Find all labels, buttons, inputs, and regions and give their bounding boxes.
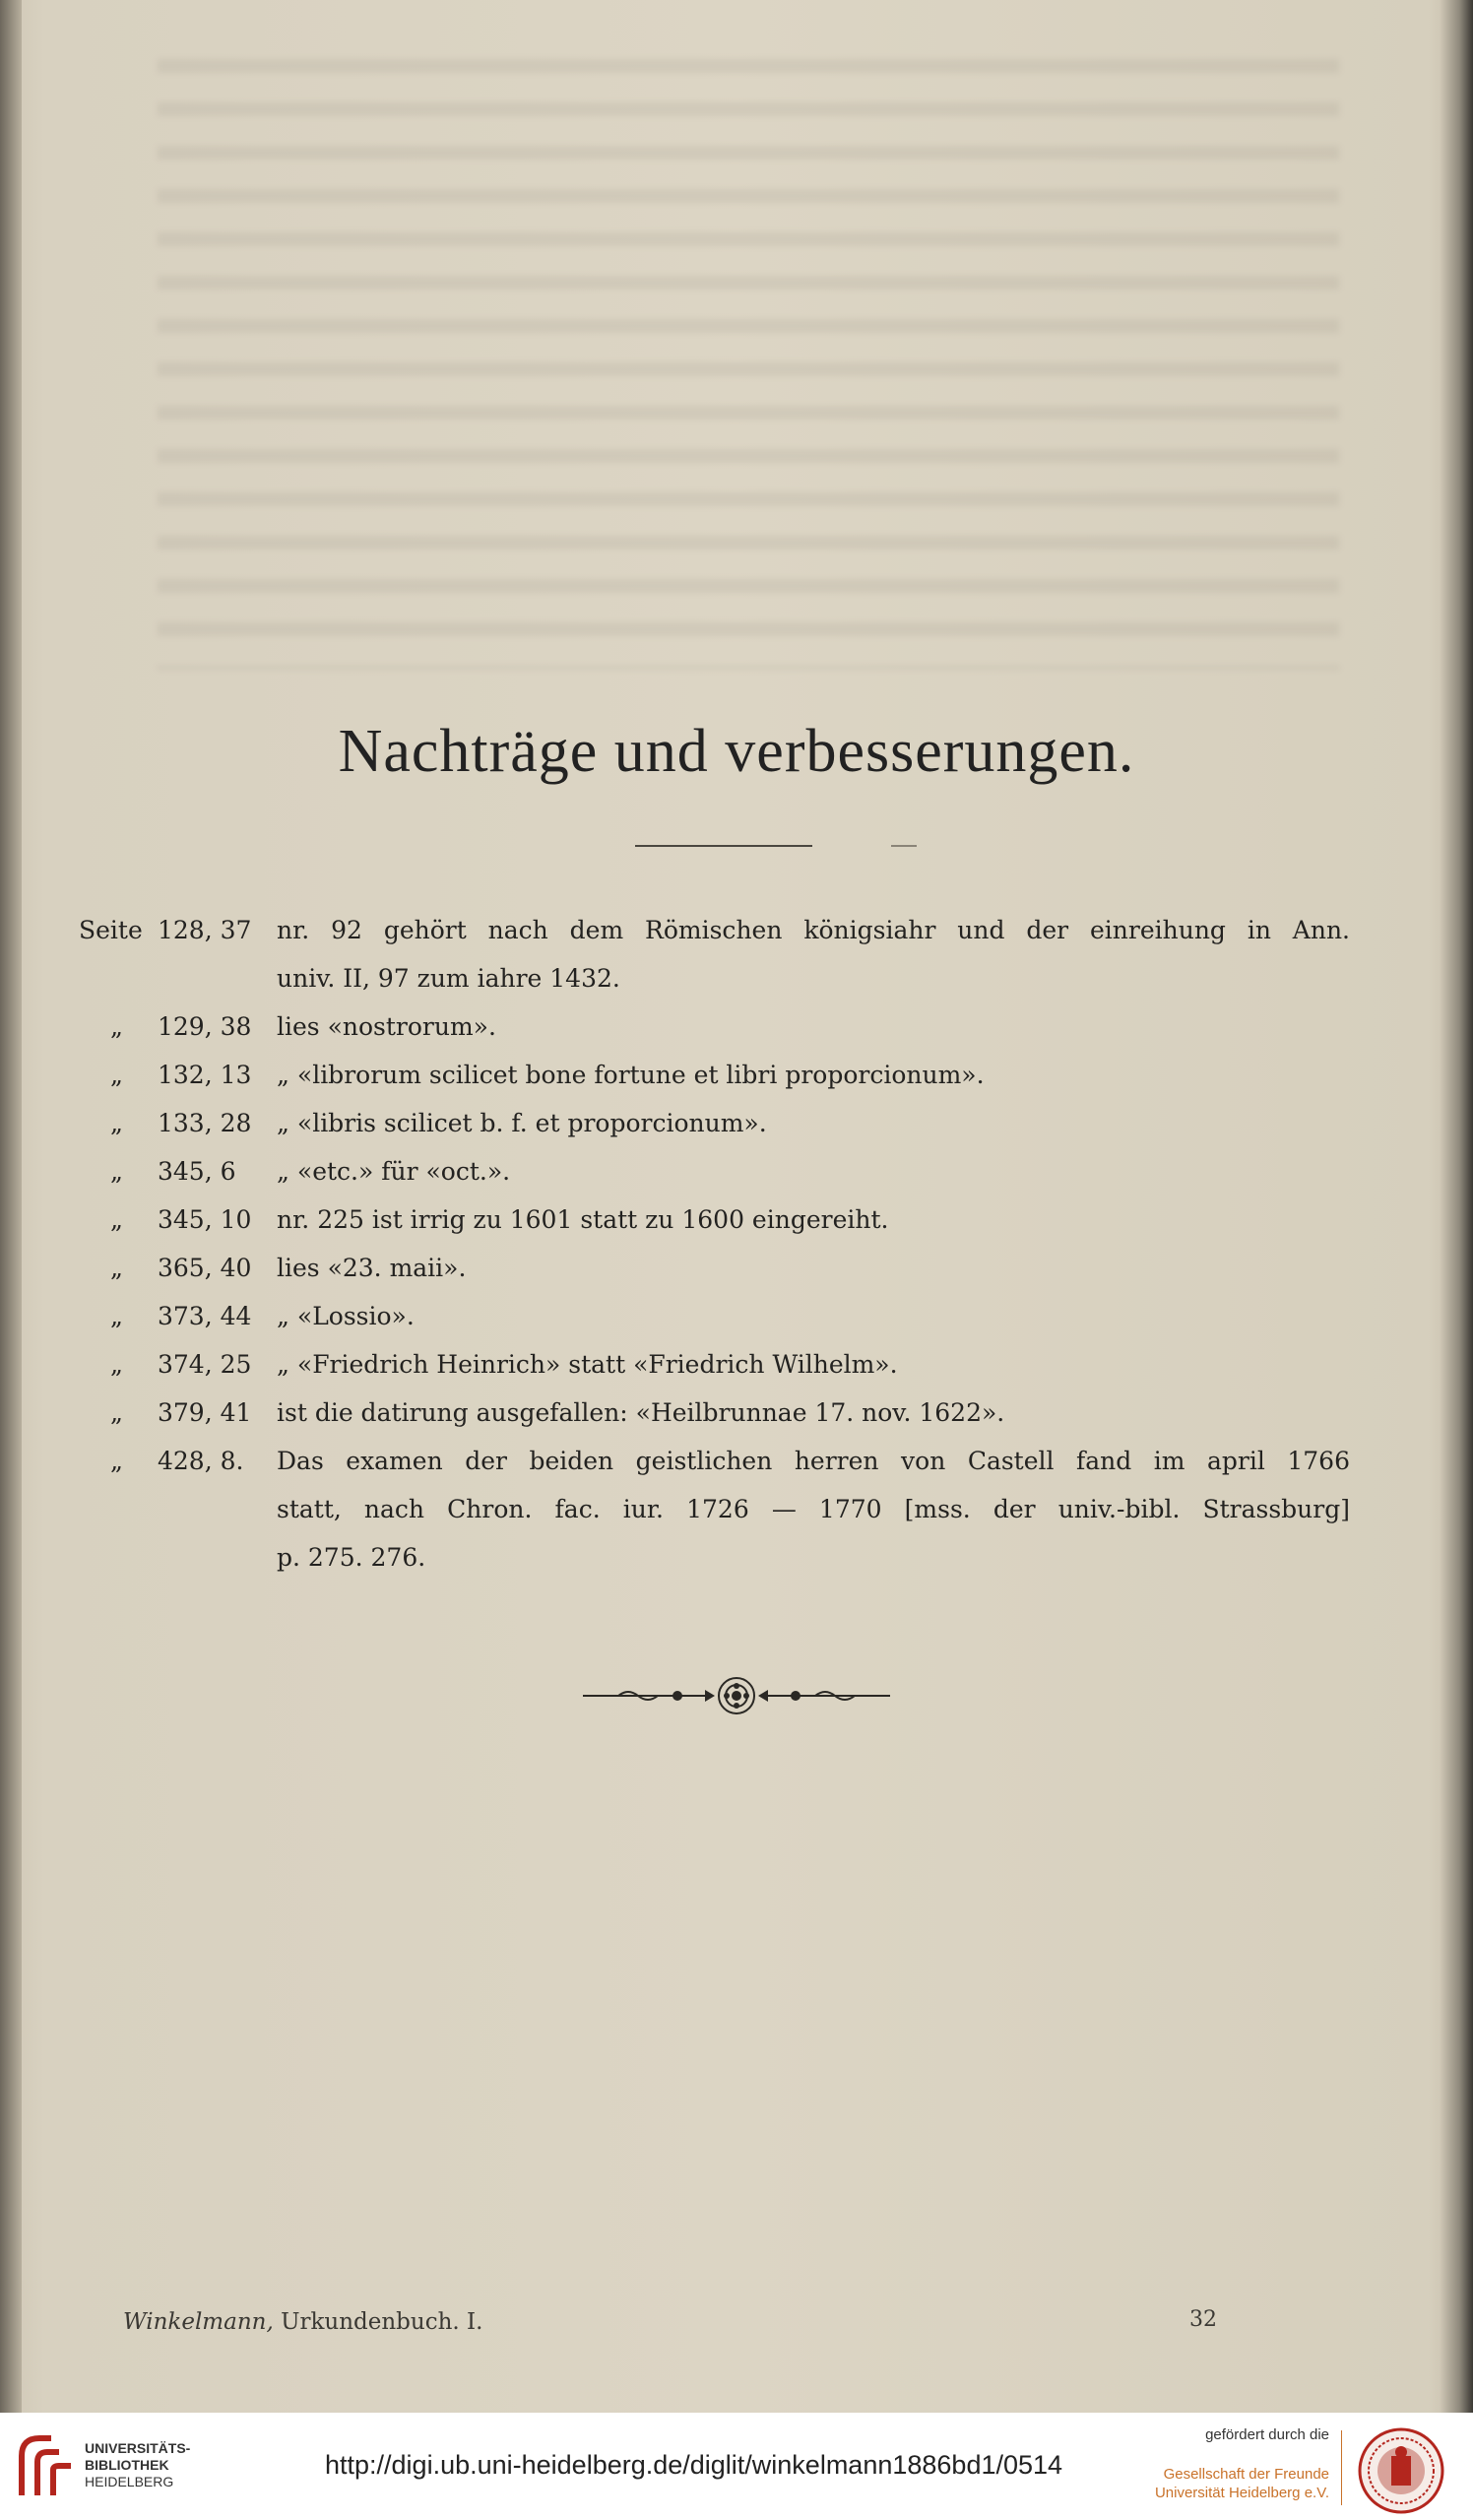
entry-text: p. 275. 276. <box>277 1543 426 1572</box>
sponsor-name-line: Universität Heidelberg e.V. <box>1154 2485 1329 2501</box>
entry-text: „ «Friedrich Heinrich» statt «Friedrich Wilhelm». <box>277 1350 898 1379</box>
footer-book: Urkundenbuch. I. <box>281 2309 483 2335</box>
entry-reference: 128, 37 <box>158 916 252 944</box>
entry-text: ist die datirung ausgefallen: «Heilbrunnae 17. nov. 1622». <box>277 1398 1005 1427</box>
ditto-mark: „ <box>110 1205 123 1234</box>
ditto-mark: „ <box>110 1061 123 1089</box>
show-through-text <box>158 59 1339 670</box>
ditto-mark: „ <box>110 1157 123 1186</box>
library-name <box>85 2440 190 2490</box>
entry-prefix: Seite <box>79 916 143 944</box>
entry-text: „ «libris scilicet b. f. et proporcionum». <box>277 1109 767 1137</box>
entry-reference: 129, 38 <box>158 1012 252 1041</box>
sponsored-by-label: gefördert durch die <box>1205 2426 1329 2443</box>
entry-reference: 379, 41 <box>158 1398 252 1427</box>
ditto-mark: „ <box>110 1109 123 1137</box>
entry-text: „ «etc.» für «oct.». <box>277 1157 511 1186</box>
entry-text: statt, nach Chron. fac. iur. 1726 — 1770 [mss. der univ.-bibl. Strassburg] <box>277 1495 1350 1523</box>
digitization-footer <box>0 2413 1473 2520</box>
ditto-mark: „ <box>110 1254 123 1282</box>
footer-author: Winkelmann, <box>123 2309 274 2335</box>
entry-text: lies «23. maii». <box>277 1254 467 1282</box>
sponsor-name-line: Gesellschaft der Freunde <box>1163 2466 1329 2483</box>
ub-heidelberg-logo-icon[interactable] <box>16 2432 77 2501</box>
book-spine-shadow <box>0 0 22 2413</box>
page-title: Nachträge und verbesserungen. <box>338 718 1135 785</box>
entry-reference: 345, 6 <box>158 1157 236 1186</box>
entry-text: Das examen der beiden geistlichen herren von Castell fand im april 1766 <box>277 1447 1350 1475</box>
entry-text: lies «nostrorum». <box>277 1012 496 1041</box>
library-name-line: BIBLIOTHEK <box>85 2457 169 2473</box>
page-edge <box>1440 0 1473 2413</box>
sponsor-block <box>1132 2426 1329 2502</box>
signature-number: 32 <box>1189 2307 1217 2332</box>
sponsor-name[interactable] <box>1132 2465 1329 2502</box>
running-footer <box>123 2309 482 2335</box>
ditto-mark: „ <box>110 1447 123 1475</box>
university-seal-icon <box>1357 2426 1445 2515</box>
ditto-mark: „ <box>110 1012 123 1041</box>
ditto-mark: „ <box>110 1350 123 1379</box>
entry-reference: 428, 8. <box>158 1447 244 1475</box>
typographic-ornament-icon <box>579 1674 894 1717</box>
library-name-line: UNIVERSITÄTS- <box>85 2440 191 2456</box>
entry-text: nr. 225 ist irrig zu 1601 statt zu 1600 eingereiht. <box>277 1205 889 1234</box>
entry-reference: 133, 28 <box>158 1109 252 1137</box>
permalink-url[interactable]: http://digi.ub.uni-heidelberg.de/diglit/winkelmann1886bd1/0514 <box>325 2450 1063 2480</box>
entry-reference: 374, 25 <box>158 1350 252 1379</box>
title-rule-mark <box>891 845 917 847</box>
entry-text: „ «Lossio». <box>277 1302 415 1330</box>
entry-text: nr. 92 gehört nach dem Römischen königsiahr und der einreihung in Ann. <box>277 916 1350 944</box>
title-rule <box>635 845 812 847</box>
ditto-mark: „ <box>110 1302 123 1330</box>
entry-text: „ «librorum scilicet bone fortune et libri proporcionum». <box>277 1061 985 1089</box>
entry-reference: 132, 13 <box>158 1061 252 1089</box>
ditto-mark: „ <box>110 1398 123 1427</box>
entry-reference: 345, 10 <box>158 1205 252 1234</box>
library-name-line: HEIDELBERG <box>85 2474 174 2489</box>
entry-text: univ. II, 97 zum iahre 1432. <box>277 964 620 993</box>
footer-divider <box>1341 2430 1342 2505</box>
entry-reference: 373, 44 <box>158 1302 252 1330</box>
entry-reference: 365, 40 <box>158 1254 252 1282</box>
